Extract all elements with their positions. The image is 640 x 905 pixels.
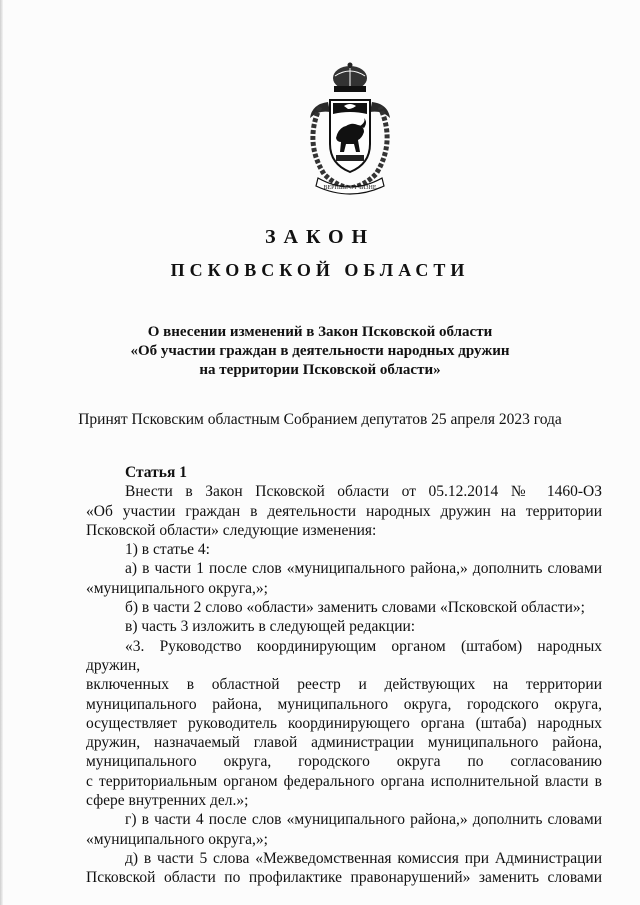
- emblem-motto: ВЕРНЫЕ ОТЧИЗНЕ: [323, 185, 377, 191]
- document-title: ЗАКОН: [264, 226, 376, 248]
- body-line: «муниципального округа,»;: [86, 830, 268, 848]
- body-line: Псковской области» следующие изменения:: [86, 521, 377, 539]
- subject-line: О внесении изменений в Закон Псковской области: [147, 324, 493, 340]
- body-line: «Об участии граждан в деятельности народных дружин на территории: [86, 502, 602, 520]
- body-line: «муниципального округа,»;: [86, 579, 268, 597]
- body-line: Псковской области по профилактике правонарушений» заменить словами: [86, 869, 602, 887]
- body-line: д) в части 5 слова «Межведомственная комиссия при Администрации: [125, 849, 602, 867]
- subject-line: «Об участии граждан в деятельности народных дружин: [130, 343, 510, 359]
- body-line: в) часть 3 изложить в следующей редакции:: [125, 618, 416, 636]
- body-line: муниципального округа, городского округа по согласованию: [86, 753, 602, 771]
- body-line: муниципального района, муниципального округа, городского округа,: [86, 695, 602, 713]
- body-line: а) в части 1 после слов «муниципального района,» дополнить словами: [125, 560, 602, 578]
- body-line: дружин, назначаемый главой администрации муниципального района,: [86, 734, 602, 752]
- body-line: Внести в Закон Псковской области от 05.12.2014 № 1460-ОЗ: [125, 483, 602, 501]
- subject-line: на территории Псковской области»: [199, 362, 441, 378]
- body-line: б) в части 2 слово «области» заменить словами «Псковской области»;: [125, 599, 585, 617]
- body-line: включенных в областной реестр и действующих на территории: [86, 676, 602, 694]
- law-subject: [0, 323, 640, 380]
- adoption-note: Принят Псковским областным Собранием депутатов 25 апреля 2023 года: [78, 411, 562, 428]
- body-line: с территориальным органом федерального органа исполнительной власти в: [86, 772, 602, 790]
- document-region: ПСКОВСКОЙ ОБЛАСТИ: [170, 260, 470, 280]
- body-line: 1) в статье 4:: [125, 541, 210, 559]
- body-line: осуществляет руководитель координирующего органа (штаба) народных: [86, 714, 602, 732]
- body-line: «3. Руководство координирующим органом (штабом) народных дружин,: [86, 637, 602, 674]
- document-body: [86, 463, 602, 888]
- article-heading: Статья 1: [125, 464, 187, 481]
- body-line: сфере внутренних дел.»;: [86, 792, 249, 810]
- page-edge: [0, 0, 3, 905]
- body-line: г) в части 4 после слов «муниципального района,» дополнить словами: [125, 811, 602, 829]
- pskov-coat-of-arms-icon: [290, 62, 410, 198]
